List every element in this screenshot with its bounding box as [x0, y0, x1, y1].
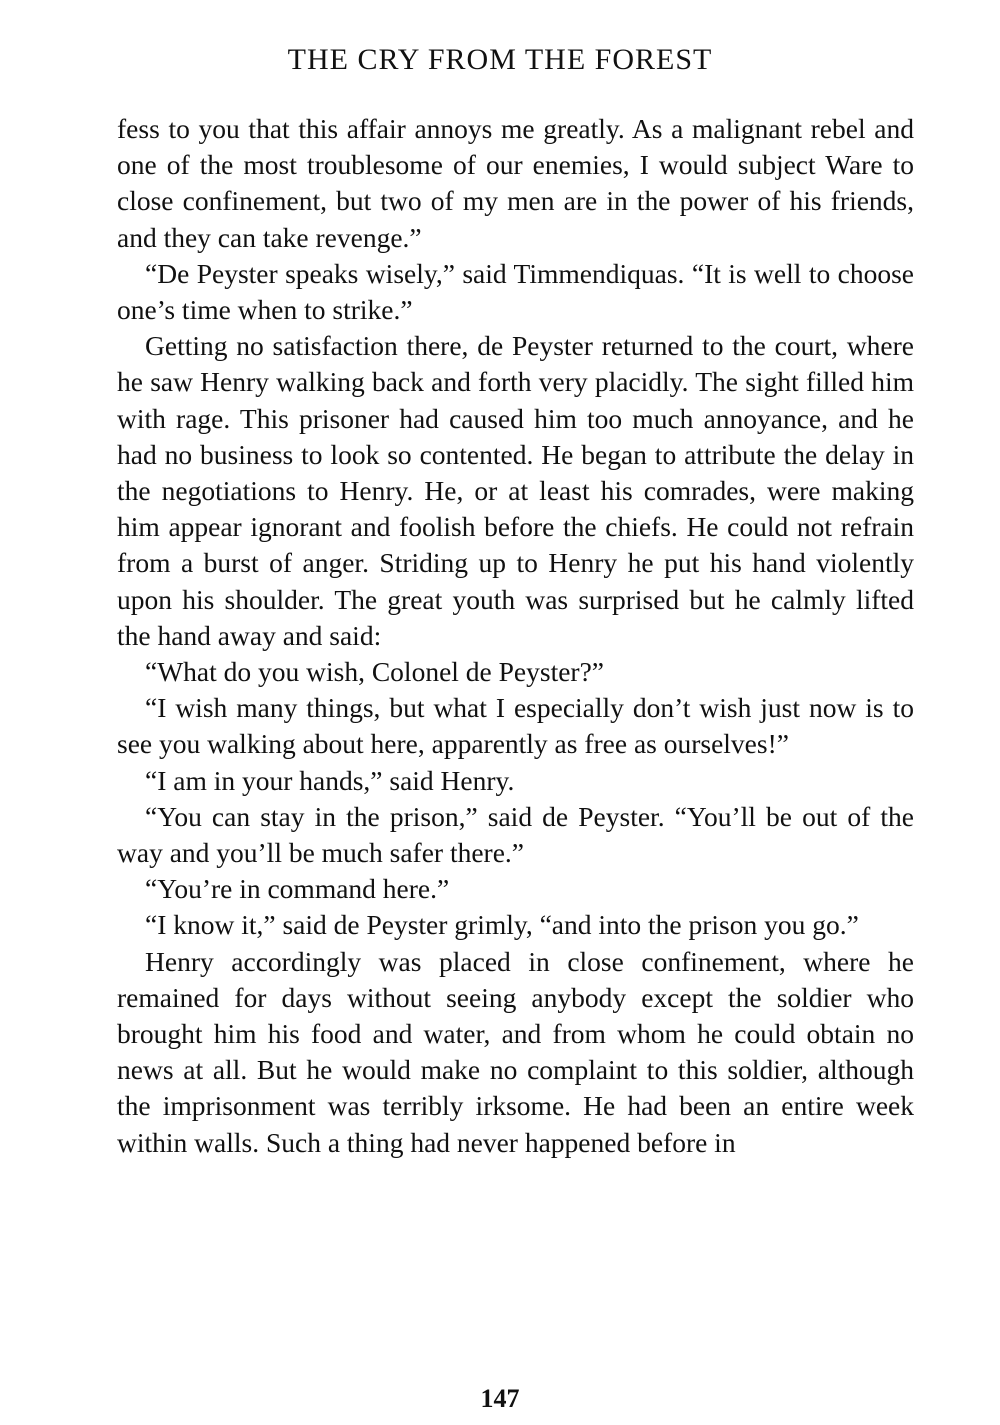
paragraph: Getting no satisfaction there, de Peyster returned to the court, where he saw Henry walking back and forth very placidly. The sight filled him with rage. This prisoner had caused him too much annoyance, and he had no business to look so contented. He began to attribute the delay in the negotiations to Henry. He, or at least his comrades, were making him appear ignorant and foolish before the chiefs. He could not refrain from a burst of anger. Striding up to Henry he put his hand violently upon his shoulder. The great youth was surprised but he calmly lifted the hand away and said: [117, 330, 914, 651]
paragraph: Henry accordingly was placed in close confinement, where he remained for days without seeing anybody except the soldier who brought him his food and water, and from whom he could obtain no news at all. But he would make no complaint to this soldier, although the imprisonment was terribly irksome. He had been an entire week within walls. Such a thing had never happened before in [117, 945, 914, 1158]
paragraph: “You’re in command here.” [145, 873, 450, 905]
running-head-title: THE CRY FROM THE FOREST [287, 43, 713, 76]
page-number: 147 [480, 1384, 520, 1413]
paragraph: “De Peyster speaks wisely,” said Timmendiquas. “It is well to choose one’s time when to strike.” [117, 257, 914, 326]
paragraph: “I wish many things, but what I especially don’t wish just now is to see you walking about here, apparently as free as ourselves!” [117, 692, 914, 760]
paragraph: “What do you wish, Colonel de Peyster?” [145, 656, 604, 688]
body-text [117, 111, 914, 1161]
paragraph: “I am in your hands,” said Henry. [145, 764, 515, 796]
paragraph: “You can stay in the prison,” said de Peyster. “You’ll be out of the way and you’ll be much safer there.” [117, 800, 914, 869]
paragraph: “I know it,” said de Peyster grimly, “and into the prison you go.” [145, 909, 859, 941]
paragraph: fess to you that this affair annoys me greatly. As a malignant rebel and one of the most troublesome of our enemies, I would subject Ware to close confinement, but two of my men are in the power of his friends, and they can take revenge.” [117, 113, 914, 253]
